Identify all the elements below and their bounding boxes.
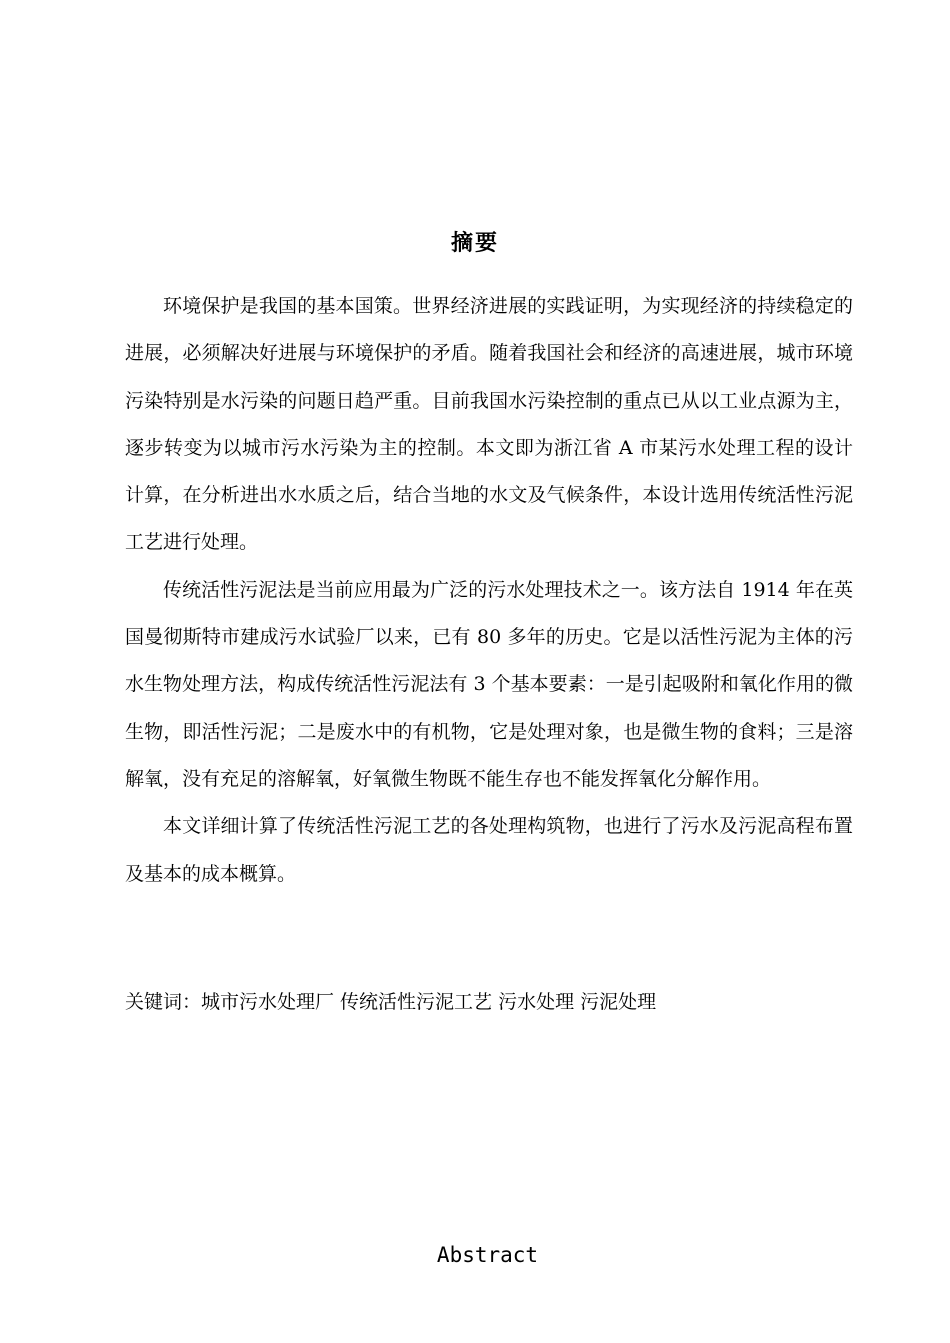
keywords-label: 关键词： bbox=[125, 991, 202, 1013]
abstract-body bbox=[125, 283, 853, 898]
abstract-paragraph-3: 本文详细计算了传统活性污泥工艺的各处理构筑物，也进行了污水及污泥高程布置及基本的成本概算。 bbox=[125, 815, 853, 885]
abstract-title: 摘要 bbox=[450, 230, 499, 256]
keywords-list: 城市污水处理厂 传统活性污泥工艺 污水处理 污泥处理 bbox=[201, 991, 657, 1013]
keywords-line bbox=[125, 986, 656, 1018]
english-abstract-title: Abstract bbox=[436, 1243, 539, 1267]
abstract-paragraph-2: 传统活性污泥法是当前应用最为广泛的污水处理技术之一。该方法自 1914 年在英国曼彻斯特市建成污水试验厂以来，已有 80 多年的历史。它是以活性污泥为主体的污水生物处理方法，构成传统活性污泥法有 3 个基本要素：一是引起吸附和氧化作用的微生物，即活性污泥；二是废水中的有机物，它是处理对象，也是微生物的食料；三是溶解氧，没有充足的溶解氧，好氧微生物既不能生存也不能发挥氧化分解作用。 bbox=[125, 578, 853, 790]
abstract-paragraph-1: 环境保护是我国的基本国策。世界经济进展的实践证明，为实现经济的持续稳定的进展，必须解决好进展与环境保护的矛盾。随着我国社会和经济的高速进展，城市环境污染特别是水污染的问题日趋严重。目前我国水污染控制的重点已从以工业点源为主，逐步转变为以城市污水污染为主的控制。本文即为浙江省 A 市某污水处理工程的设计计算，在分析进出水水质之后，结合当地的水文及气候条件，本设计选用传统活性污泥工艺进行处理。 bbox=[125, 295, 853, 554]
